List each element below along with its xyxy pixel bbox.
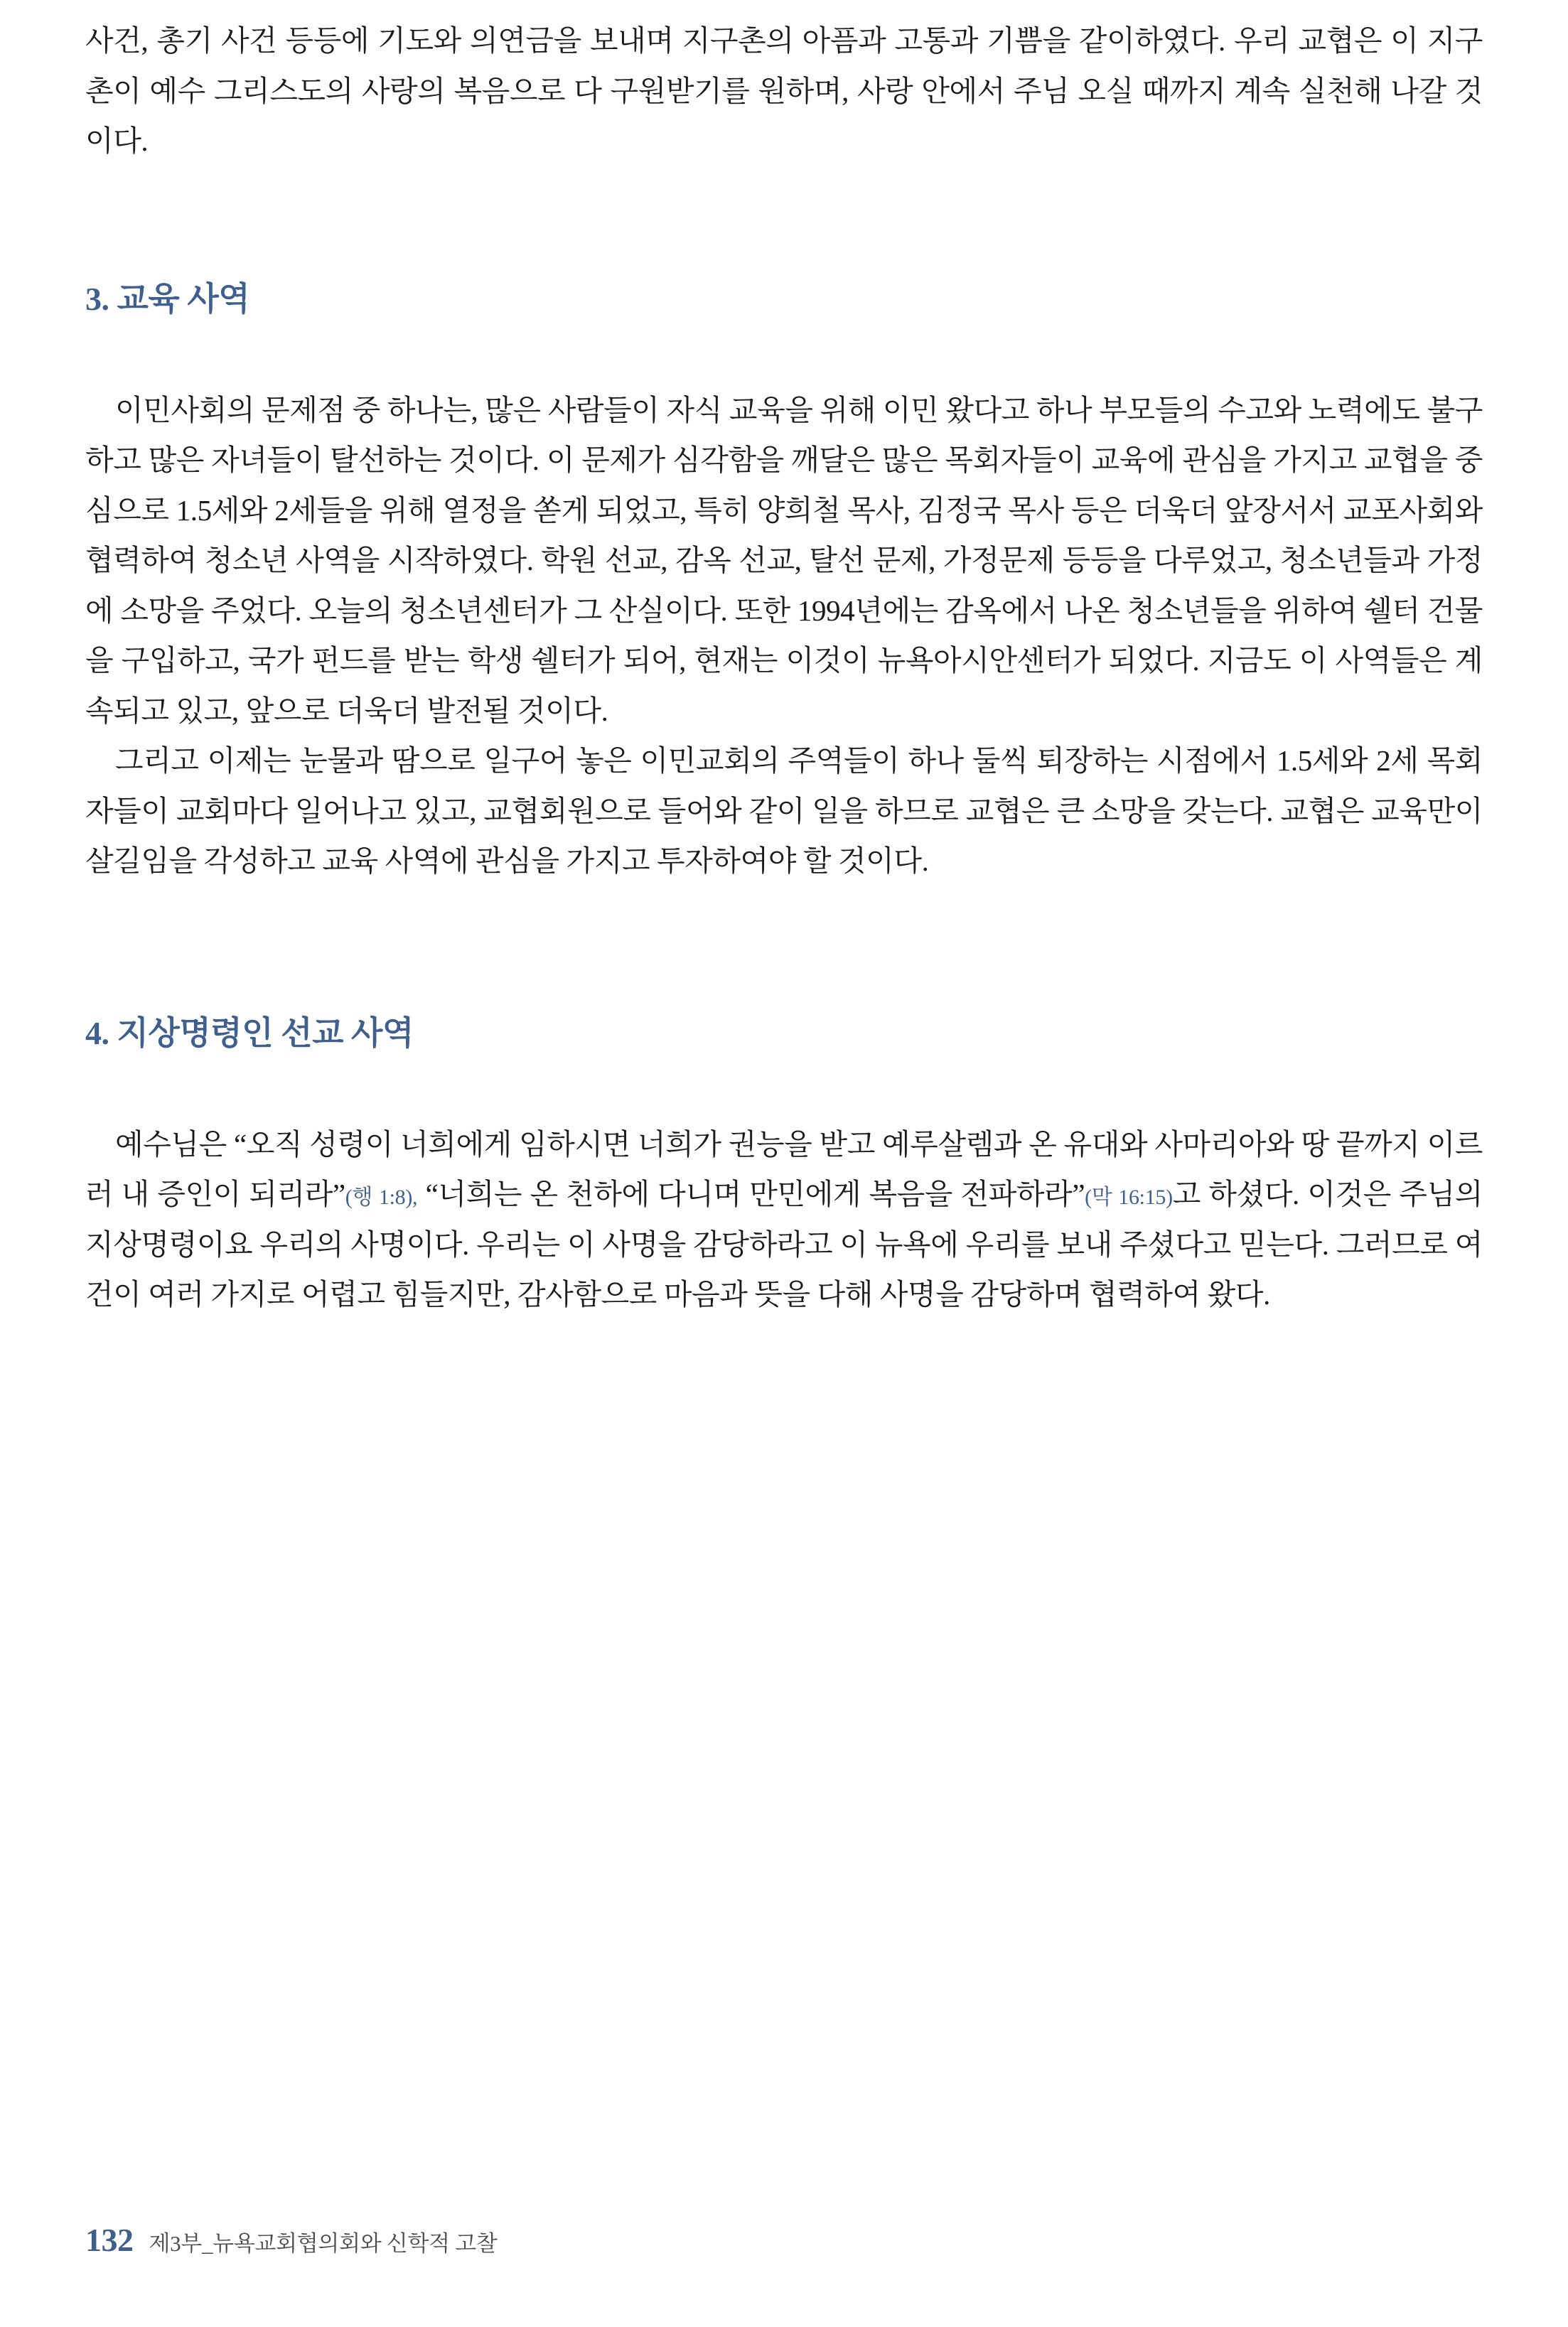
- mission-paragraph: [85, 1119, 1483, 1320]
- mission-text-part3: 고 하셨다. 이것은 주님의 지상명령이요 우리의 사명이다. 우리는 이 사명을 감당하라고 이 뉴욕에 우리를 보내 주셨다고 믿는다. 그러므로 여건이 여러 가지로 어렵고 힘들지만, 감사함으로 마음과 뜻을 다해 사명을 감당하며 협력하여 왔다.: [85, 1178, 1483, 1311]
- education-paragraph-1: 이민사회의 문제점 중 하나는, 많은 사람들이 자식 교육을 위해 이민 왔다고 하나 부모들의 수고와 노력에도 불구하고 많은 자녀들이 탈선하는 것이다. 이 문제가 심각함을 깨달은 많은 목회자들이 교육에 관심을 가지고 교협을 중심으로 1.5세와 2세들을 위해 열정을 쏟게 되었고, 특히 양희철 목사, 김정국 목사 등은 더욱더 앞장서서 교포사회와 협력하여 청소년 사역을 시작하였다. 학원 선교, 감옥 선교, 탈선 문제, 가정문제 등등을 다루었고, 청소년들과 가정에 소망을 주었다. 오늘의 청소년센터가 그 산실이다. 또한 1994년에는 감옥에서 나온 청소년들을 위하여 쉘터 건물을 구입하고, 국가 펀드를 받는 학생 쉘터가 되어, 현재는 이것이 뉴욕아시안센터가 되었다. 지금도 이 사역들은 계속되고 있고, 앞으로 더욱더 발전될 것이다.: [85, 393, 1483, 727]
- running-head: 제3부_뉴욕교회협의회와 신학적 고찰: [149, 2231, 498, 2256]
- mission-text-part1: 예수님은 “오직 성령이 너희에게 임하시면 너희가 권능을 받고 예루살렘과 온 유대와 사마리아와 땅 끝까지 이르러 내 증인이 되리라”: [85, 1127, 1483, 1211]
- intro-paragraph: 사건, 총기 사건 등등에 기도와 의연금을 보내며 지구촌의 아픔과 고통과 기쁨을 같이하였다. 우리 교협은 이 지구촌이 예수 그리스도의 사랑의 복음으로 다 구원받기를 원하며, 사랑 안에서 주님 오실 때까지 계속 실천해 나갈 것이다.: [85, 24, 1483, 158]
- page-number: 132: [85, 2222, 134, 2258]
- page-content: [85, 0, 1483, 1320]
- education-paragraph-2: 그리고 이제는 눈물과 땀으로 일구어 놓은 이민교회의 주역들이 하나 둘씩 퇴장하는 시점에서 1.5세와 2세 목회자들이 교회마다 일어나고 있고, 교협회원으로 들어와 같이 일을 하므로 교협은 큰 소망을 갖는다. 교협은 교육만이 살길임을 각성하고 교육 사역에 관심을 가지고 투자하여야 할 것이다.: [85, 744, 1483, 878]
- section-heading-mission: 4. 지상명령인 선교 사역: [85, 1014, 414, 1051]
- scripture-reference-acts: (행 1:8),: [345, 1186, 418, 1210]
- page-footer: [85, 2221, 498, 2259]
- section-heading-education: 3. 교육 사역: [85, 280, 250, 317]
- mission-text-part2: “너희는 온 천하에 다니며 만민에게 복음을 전파하라”: [417, 1178, 1085, 1211]
- scripture-reference-mark: (막 16:15): [1085, 1186, 1173, 1210]
